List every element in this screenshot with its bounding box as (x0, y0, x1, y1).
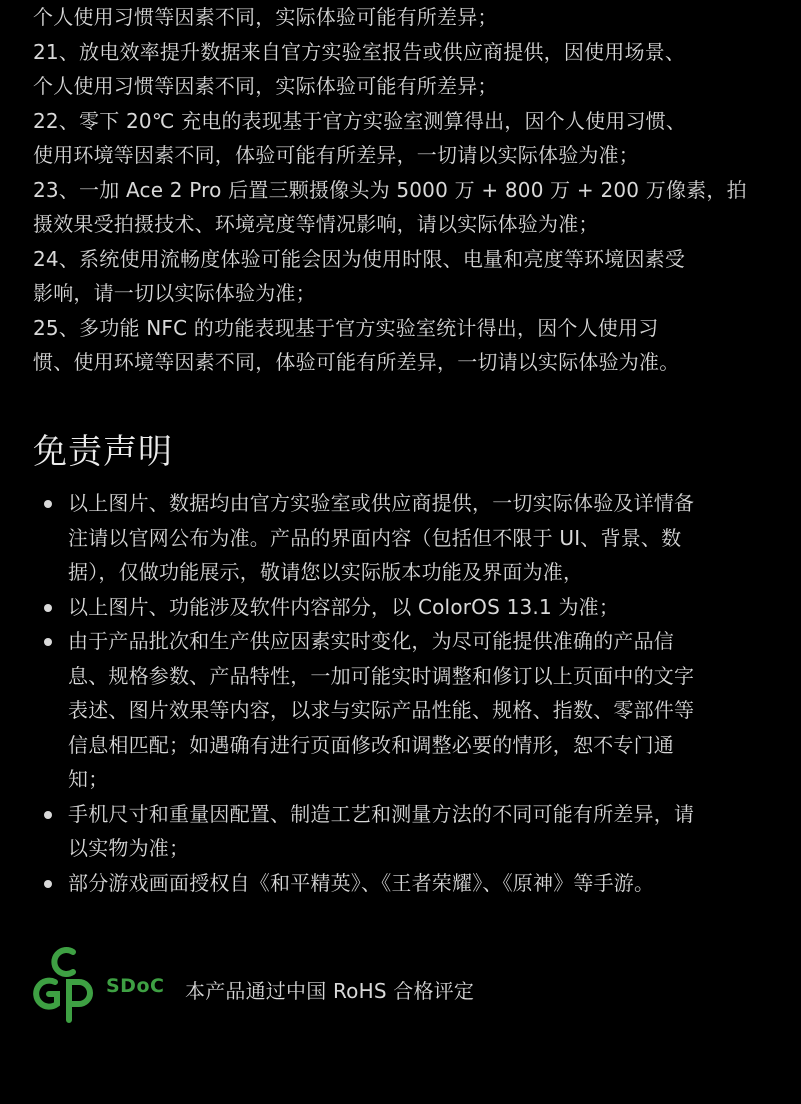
disclaimer-line: 息、规格参数、产品特性，一加可能实时调整和修订以上页面中的文字 (68, 663, 695, 688)
sdoc-mark: SDoC (106, 975, 165, 997)
disclaimer-title: 免责声明 (33, 432, 173, 472)
disclaimer-line: 知； (68, 767, 109, 791)
disclaimer-line: 以实物为准； (68, 836, 190, 860)
disclaimer-item (40, 866, 780, 901)
disclaimer-list (40, 486, 780, 900)
disclaimer-line: 由于产品批次和生产供应因素实时变化，为尽可能提供准确的产品信 (68, 629, 674, 653)
certification (33, 942, 553, 1026)
bullet-icon (44, 604, 52, 612)
disclaimer-item (40, 590, 780, 625)
bullet-icon (44, 880, 52, 888)
disclaimer-line: 信息相匹配；如遇确有进行页面修改和调整必要的情形，恕不专门通 (68, 732, 674, 757)
disclaimer-line: 手机尺寸和重量因配置、制造工艺和测量方法的不同可能有所差异，请 (68, 801, 695, 826)
note-line: 24、系统使用流畅度体验可能会因为使用时限、电量和亮度等环境因素受 (33, 246, 686, 271)
note-line: 影响，请一切以实际体验为准； (33, 281, 316, 305)
note-line: 使用环境等因素不同，体验可能有所差异，一切请以实际体验为准； (33, 143, 639, 167)
disclaimer-line: 以上图片、功能涉及软件内容部分，以 ColorOS 13.1 为准； (68, 594, 620, 619)
rohs-statement: 本产品通过中国 RoHS 合格评定 (185, 979, 475, 1003)
note-line: 21、放电效率提升数据来自官方实验室报告或供应商提供，因使用场景、 (33, 39, 686, 64)
bullet-icon (44, 638, 52, 646)
disclaimer-line: 注请以官网公布为准。产品的界面内容（包括但不限于 UI、背景、数 (68, 525, 682, 550)
note-line: 23、一加 Ace 2 Pro 后置三颗摄像头为 5000 万 + 800 万 + 200 万像素，拍 (33, 177, 747, 202)
disclaimer-line: 以上图片、数据均由官方实验室或供应商提供，一切实际体验及详情备 (68, 491, 695, 515)
note-line: 个人使用习惯等因素不同，实际体验可能有所差异； (33, 5, 498, 29)
note-line: 22、零下 20℃ 充电的表现基于官方实验室测算得出，因个人使用习惯、 (33, 108, 687, 133)
gp-clover-logo-icon (33, 942, 101, 1026)
disclaimer-line: 表述、图片效果等内容，以求与实际产品性能、规格、指数、零部件等 (68, 698, 695, 722)
note-line: 摄效果受拍摄技术、环境亮度等情况影响，请以实际体验为准； (33, 212, 599, 236)
notes-list (33, 0, 773, 380)
bullet-icon (44, 811, 52, 819)
disclaimer-line: 部分游戏画面授权自《和平精英》、《王者荣耀》、《原神》等手游。 (68, 870, 655, 895)
disclaimer-item (40, 486, 780, 590)
disclaimer-item (40, 624, 780, 797)
note-line: 惯、使用环境等因素不同，体验可能有所差异，一切请以实际体验为准。 (33, 350, 680, 374)
disclaimer-line: 据），仅做功能展示，敬请您以实际版本功能及界面为准， (68, 560, 584, 584)
disclaimer-item (40, 797, 780, 866)
bullet-icon (44, 500, 52, 508)
note-line: 个人使用习惯等因素不同，实际体验可能有所差异； (33, 74, 498, 98)
note-line: 25、多功能 NFC 的功能表现基于官方实验室统计得出，因个人使用习 (33, 315, 659, 340)
